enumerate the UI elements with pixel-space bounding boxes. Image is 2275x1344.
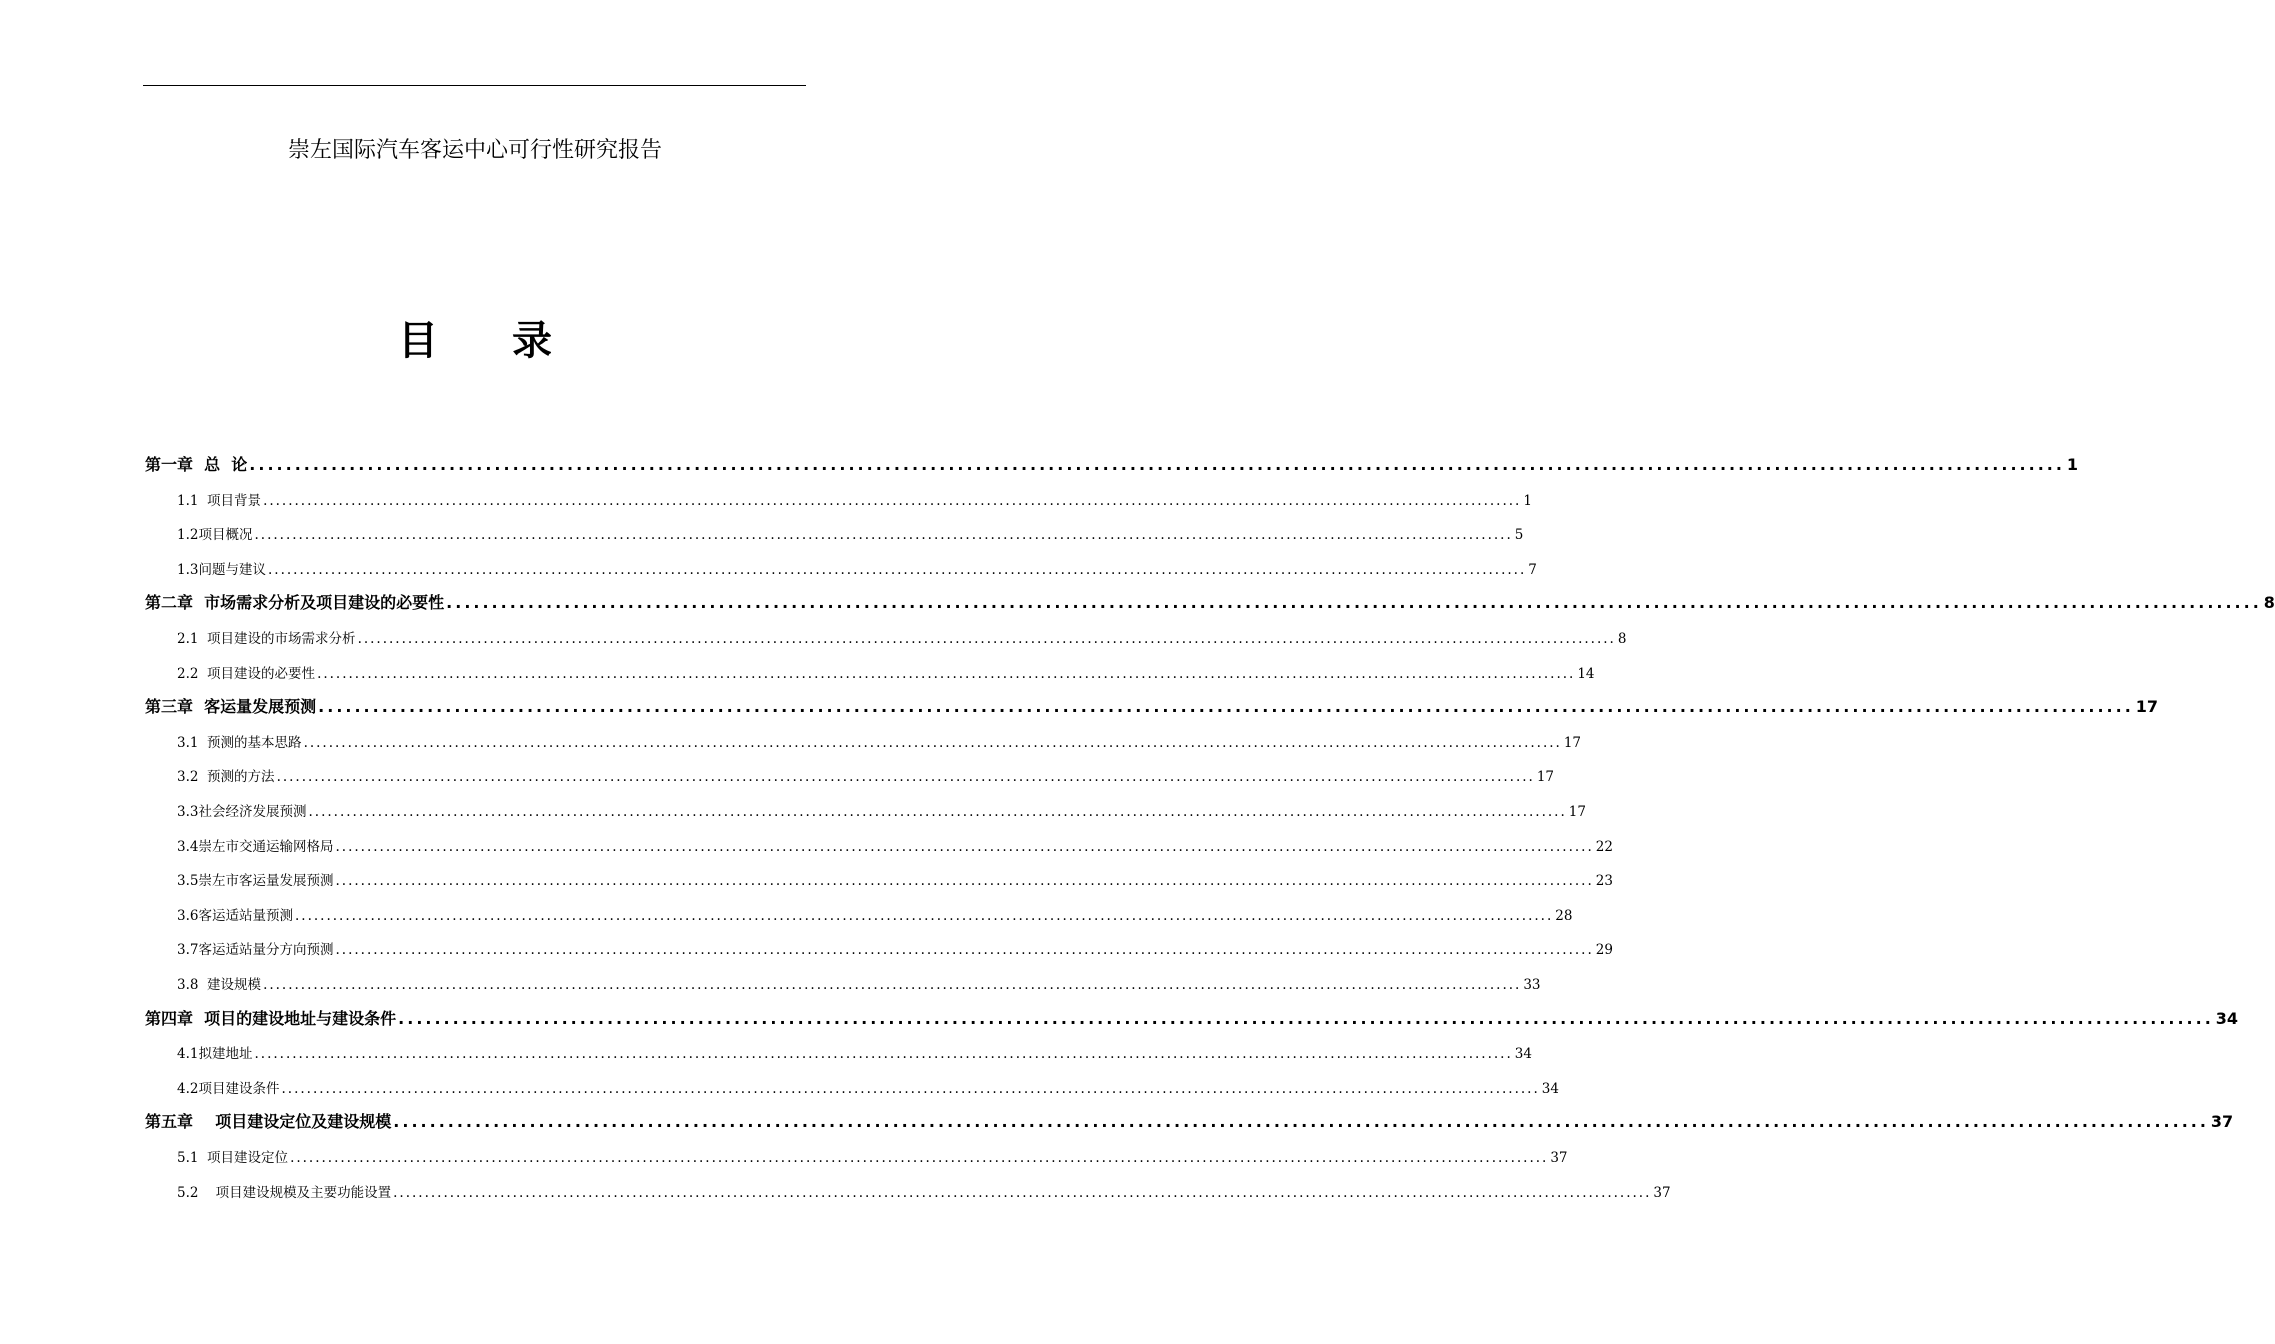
dot-leader: ........................................................................................................................................................................................................ — [249, 455, 2065, 474]
header-rule — [143, 85, 806, 86]
toc-entry-title: 5.1 项目建设定位 — [177, 1150, 289, 1166]
toc-page-number: 17 — [1568, 804, 1586, 820]
dot-leader: ........................................................................................................................................................................................................ — [254, 527, 1513, 544]
toc-section-entry[interactable] — [177, 731, 1582, 751]
toc-section-entry[interactable] — [177, 835, 1613, 855]
dot-leader: ........................................................................................................................................................................................................ — [335, 838, 1594, 855]
dot-leader: ........................................................................................................................................................................................................ — [357, 631, 1616, 647]
toc-entry-title: 1.2项目概况 — [177, 527, 253, 544]
toc-page-number: 8 — [2263, 593, 2275, 613]
dot-leader: ........................................................................................................................................................................................................ — [290, 1150, 1549, 1166]
toc-section-entry[interactable] — [177, 1077, 1559, 1097]
toc-heading-right: 录 — [512, 318, 552, 364]
toc-entry-title: 第四章 项目的建设地址与建设条件 — [145, 1008, 397, 1028]
dot-leader: ........................................................................................................................................................................................................ — [393, 1112, 2209, 1132]
toc-page-number: 34 — [1514, 1046, 1532, 1063]
toc-entry-title: 4.2项目建设条件 — [177, 1080, 280, 1097]
toc-entry-title: 第二章 市场需求分析及项目建设的必要性 — [145, 593, 445, 613]
toc-section-entry[interactable] — [177, 938, 1613, 959]
toc-page-number: 8 — [1617, 631, 1627, 647]
toc-page-number: 7 — [1528, 561, 1537, 578]
toc-page-number: 14 — [1577, 665, 1595, 682]
toc-page-number: 34 — [2215, 1008, 2239, 1028]
toc-heading-left: 目 — [398, 318, 438, 364]
toc-section-entry[interactable] — [177, 523, 1524, 544]
dot-leader: ........................................................................................................................................................................................................ — [318, 697, 2134, 717]
dot-leader: ........................................................................................................................................................................................................ — [398, 1008, 2214, 1028]
toc-section-entry[interactable] — [177, 904, 1573, 924]
toc-page-number: 28 — [1555, 907, 1573, 924]
toc-page-number: 33 — [1523, 977, 1541, 993]
toc-page-number: 1 — [1523, 492, 1532, 509]
toc-chapter-entry[interactable] — [145, 694, 2159, 717]
toc-entry-title: 3.6客运适站量预测 — [177, 907, 293, 924]
toc-section-entry[interactable] — [177, 489, 1532, 509]
toc-page-number: 29 — [1595, 942, 1613, 959]
toc-chapter-entry[interactable] — [145, 1109, 2234, 1132]
dot-leader: ........................................................................................................................................................................................................ — [276, 769, 1535, 786]
toc-page-number: 37 — [1653, 1184, 1671, 1201]
toc-entry-title: 第一章 总 论 — [145, 455, 248, 474]
dot-leader: ........................................................................................................................................................................................................ — [446, 593, 2262, 613]
toc-entry-title: 3.4崇左市交通运输网格局 — [177, 838, 334, 855]
toc-heading — [0, 316, 950, 366]
toc-section-entry[interactable] — [177, 973, 1541, 993]
toc-section-entry[interactable] — [177, 662, 1595, 682]
dot-leader: ........................................................................................................................................................................................................ — [263, 492, 1522, 509]
toc-entry-title: 第三章 客运量发展预测 — [145, 697, 317, 717]
toc-section-entry[interactable] — [177, 1181, 1671, 1201]
toc-entry-title: 5.2 项目建设规模及主要功能设置 — [177, 1184, 392, 1201]
dot-leader: ........................................................................................................................................................................................................ — [335, 942, 1594, 959]
toc-entry-title: 3.2 预测的方法 — [177, 769, 275, 786]
toc-section-entry[interactable] — [177, 627, 1627, 647]
toc-entry-title: 第五章 项目建设定位及建设规模 — [145, 1112, 392, 1132]
dot-leader: ........................................................................................................................................................................................................ — [254, 1046, 1513, 1063]
toc-entry-title: 4.1拟建地址 — [177, 1046, 253, 1063]
toc-entry-title: 1.3问题与建议 — [177, 561, 266, 578]
toc-page-number: 17 — [1536, 769, 1555, 786]
dot-leader: ........................................................................................................................................................................................................ — [281, 1080, 1540, 1097]
toc-page-number: 22 — [1595, 838, 1613, 855]
toc-chapter-entry[interactable] — [145, 1006, 2239, 1029]
toc-entry-title: 3.5崇左市客运量发展预测 — [177, 873, 334, 890]
toc-entry-title: 3.7客运适站量分方向预测 — [177, 942, 334, 959]
toc-page-number: 1 — [2066, 455, 2079, 474]
toc-entry-title: 1.1 项目背景 — [177, 492, 262, 509]
toc-section-entry[interactable] — [177, 869, 1613, 890]
toc-entry-title: 3.8 建设规模 — [177, 977, 262, 993]
toc-page-number: 23 — [1595, 873, 1613, 890]
toc-chapter-entry[interactable] — [145, 590, 2275, 613]
toc-section-entry[interactable] — [177, 1042, 1532, 1063]
toc-chapter-entry[interactable] — [145, 452, 2079, 475]
toc-page-number: 17 — [1563, 734, 1582, 751]
dot-leader: ........................................................................................................................................................................................................ — [303, 734, 1562, 751]
toc-section-entry[interactable] — [177, 800, 1586, 820]
toc-entry-title: 2.2 项目建设的必要性 — [177, 665, 316, 682]
dot-leader: ........................................................................................................................................................................................................ — [393, 1184, 1652, 1201]
toc-page-number: 37 — [1550, 1150, 1568, 1166]
dot-leader: ........................................................................................................................................................................................................ — [308, 804, 1567, 820]
document-title: 崇左国际汽车客运中心可行性研究报告 — [287, 138, 662, 163]
toc-page-number: 5 — [1514, 527, 1524, 544]
dot-leader: ........................................................................................................................................................................................................ — [263, 977, 1522, 993]
toc-page-number: 34 — [1541, 1080, 1559, 1097]
toc-entry-title: 2.1 项目建设的市场需求分析 — [177, 631, 356, 647]
toc-entry-title: 3.1 预测的基本思路 — [177, 734, 302, 751]
dot-leader: ........................................................................................................................................................................................................ — [294, 907, 1554, 924]
toc-page-number: 37 — [2210, 1112, 2234, 1132]
toc-section-entry[interactable] — [177, 1146, 1568, 1166]
toc-page-number: 17 — [2135, 697, 2159, 717]
dot-leader: ........................................................................................................................................................................................................ — [267, 561, 1527, 578]
toc-entry-title: 3.3社会经济发展预测 — [177, 804, 307, 820]
dot-leader: ........................................................................................................................................................................................................ — [317, 665, 1576, 682]
dot-leader: ........................................................................................................................................................................................................ — [335, 873, 1594, 890]
toc-section-entry[interactable] — [177, 558, 1537, 578]
toc-section-entry[interactable] — [177, 765, 1555, 786]
